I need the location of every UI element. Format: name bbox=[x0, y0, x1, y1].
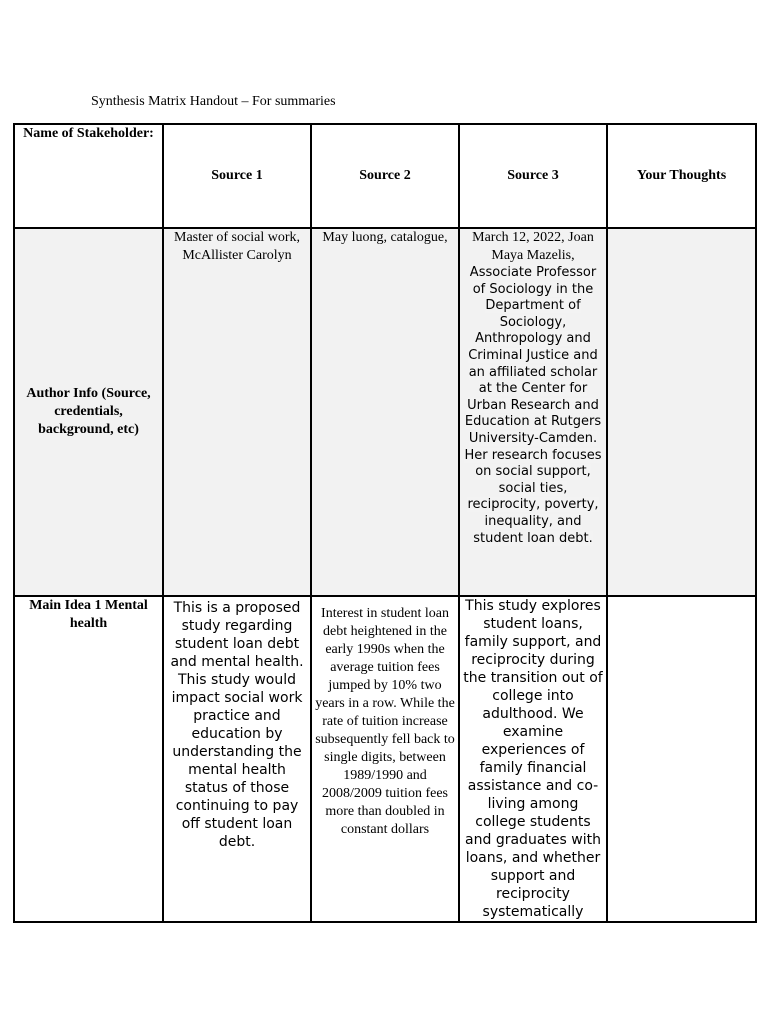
synthesis-matrix-table bbox=[13, 123, 757, 923]
header-row bbox=[14, 124, 756, 228]
author-source-2: May luong, catalogue, bbox=[311, 228, 459, 596]
author-source-1: Master of social work, McAllister Carolyn bbox=[163, 228, 311, 596]
header-your-thoughts: Your Thoughts bbox=[607, 124, 756, 228]
main-idea-1-label: Main Idea 1 Mental health bbox=[14, 596, 163, 922]
main-source-1: This is a proposed study regarding student loan debt and mental health. This study would impact social work practice and education by understanding the mental health status of those continuing to pay off student loan debt. bbox=[163, 596, 311, 922]
author-your-thoughts bbox=[607, 228, 756, 596]
header-source-3: Source 3 bbox=[459, 124, 607, 228]
main-idea-1-row bbox=[14, 596, 756, 922]
document-title: Synthesis Matrix Handout – For summaries bbox=[91, 94, 336, 109]
main-source-3: This study explores student loans, family support, and reciprocity during the transition out of college into adulthood. We examine experiences of family financial assistance and co-living among college students and graduates with loans, and whether support and reciprocity systematically bbox=[459, 596, 607, 922]
main-your-thoughts bbox=[607, 596, 756, 922]
header-source-2: Source 2 bbox=[311, 124, 459, 228]
header-stakeholder: Name of Stakeholder: bbox=[14, 124, 163, 228]
author-source-3-bio: Associate Professor of Sociology in the Department of Sociology, Anthropology and Criminal Justice and an affiliated scholar at the Center for Urban Research and Education at Rutgers University-Camden. Her research focuses on social support, social ties, reciprocity, poverty, inequality, and student loan debt. bbox=[464, 265, 602, 546]
header-source-1: Source 1 bbox=[163, 124, 311, 228]
author-info-row bbox=[14, 228, 756, 596]
author-source-3-date: March 12, 2022, Joan Maya Mazelis, bbox=[472, 230, 594, 263]
author-info-label: Author Info (Source, credentials, background, etc) bbox=[14, 228, 163, 596]
main-source-2: Interest in student loan debt heightened in the early 1990s when the average tuition fees jumped by 10% two years in a row. While the rate of tuition increase subsequently fell back to single digits, between 1989/1990 and 2008/2009 tuition fees more than doubled in constant dollars bbox=[311, 596, 459, 922]
author-source-3 bbox=[459, 228, 607, 596]
